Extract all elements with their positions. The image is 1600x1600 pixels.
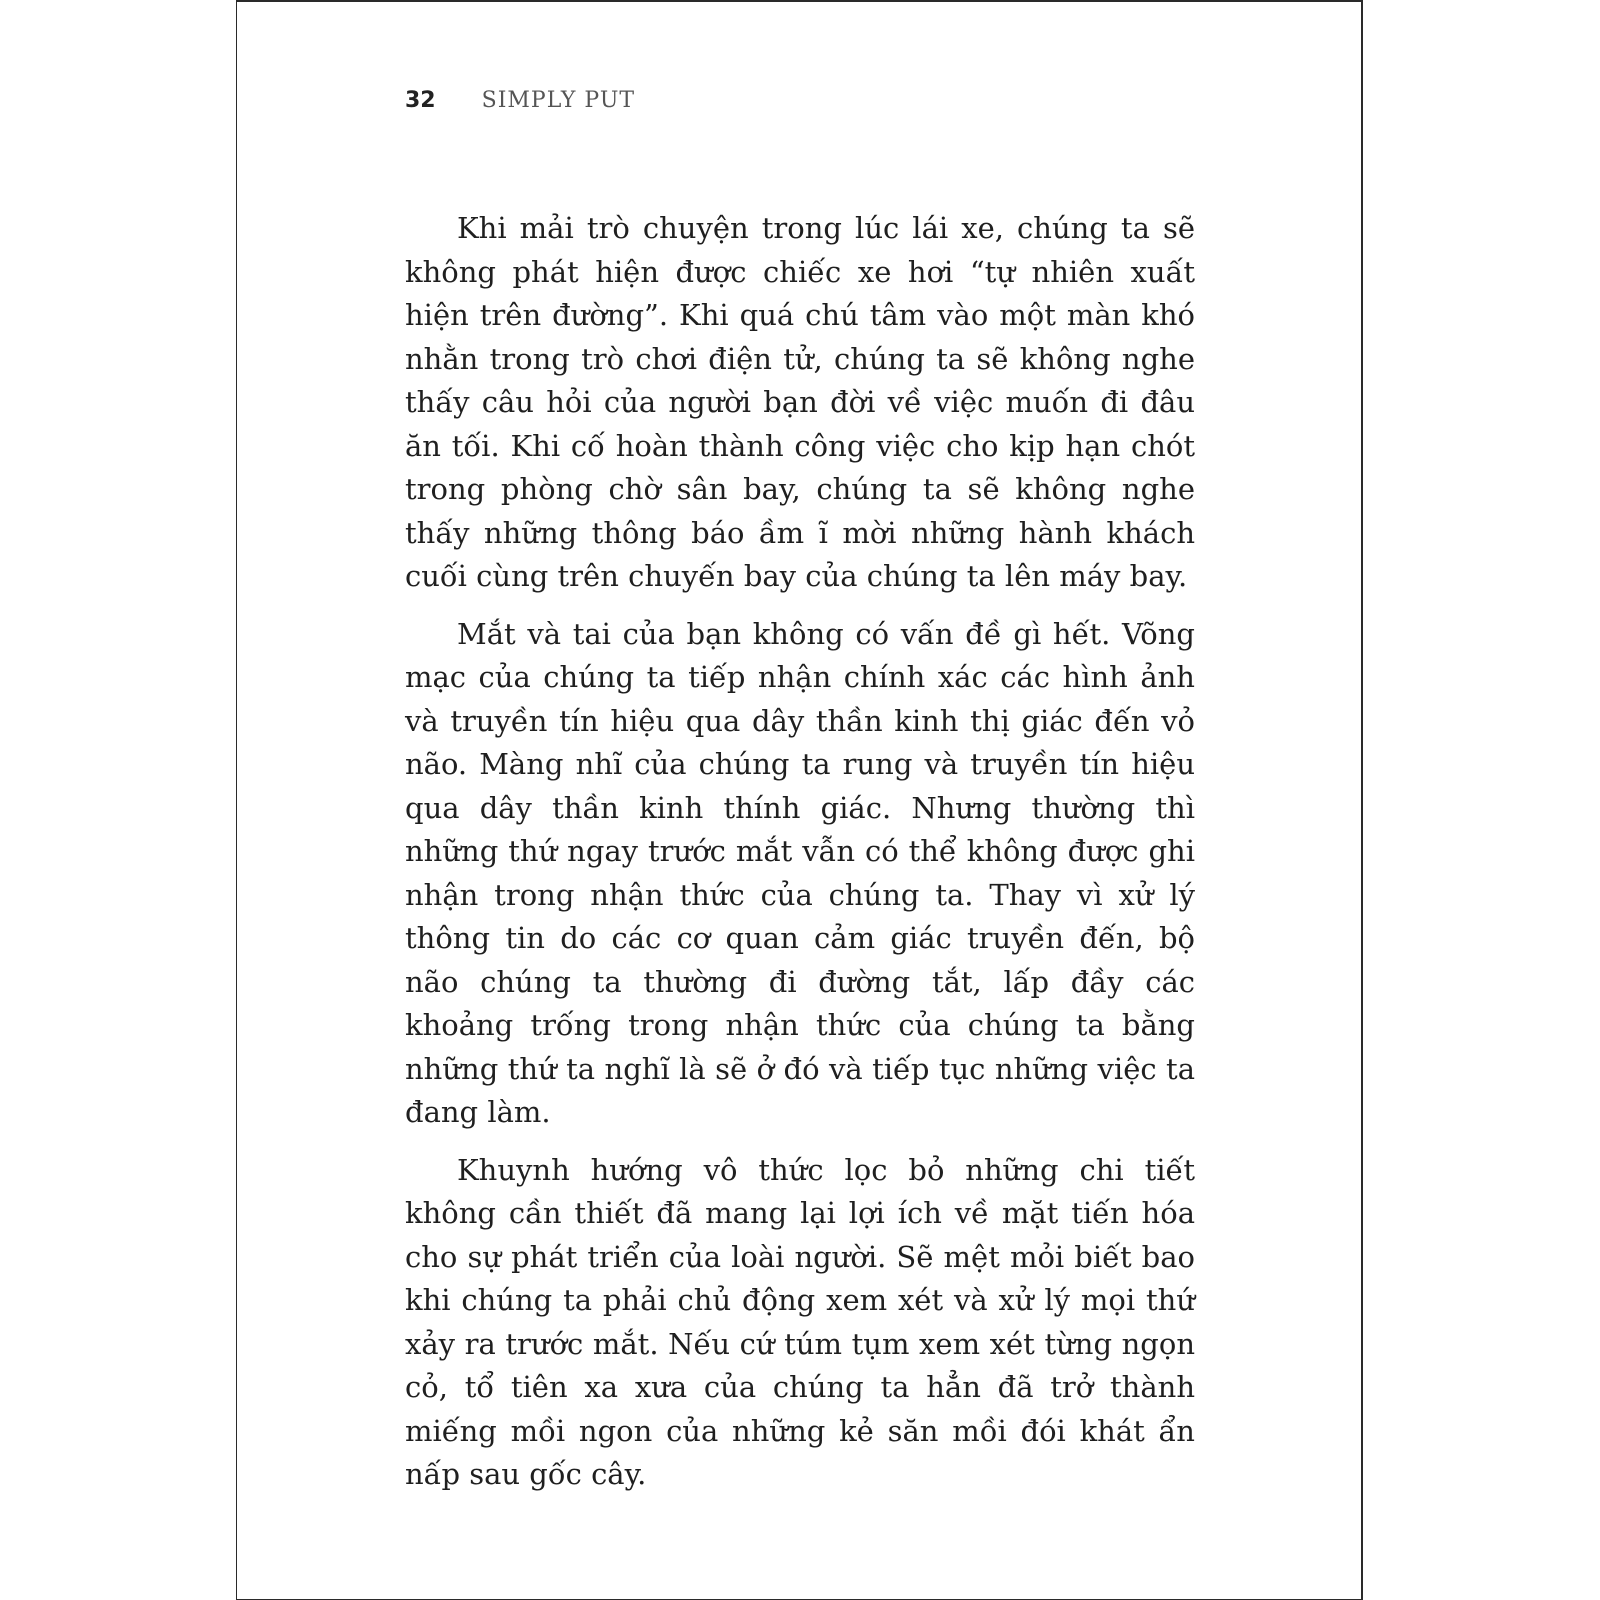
- paragraph: Khuynh hướng vô thức lọc bỏ những chi tiết không cần thiết đã mang lại lợi ích về mặt tiến hóa cho sự phát triển của loài người. Sẽ mệt mỏi biết bao khi chúng ta phải chủ động xem xét và xử lý mọi thứ xảy ra trước mắt. Nếu cứ túm tụm xem xét từng ngọn cỏ, tổ tiên xa xưa của chúng ta hẳn đã trở thành miếng mồi ngon của những kẻ săn mồi đói khát ẩn nấp sau gốc cây.: [405, 1152, 1195, 1491]
- book-page: [236, 0, 1363, 1600]
- paragraph: Mắt và tai của bạn không có vấn đề gì hết. Võng mạc của chúng ta tiếp nhận chính xác các hình ảnh và truyền tín hiệu qua dây thần kinh thị giác đến vỏ não. Màng nhĩ của chúng ta rung và truyền tín hiệu qua dây thần kinh thính giác. Nhưng thường thì những thứ ngay trước mắt vẫn có thể không được ghi nhận trong nhận thức của chúng ta. Thay vì xử lý thông tin do các cơ quan cảm giác truyền đến, bộ não chúng ta thường đi đường tắt, lấp đầy các khoảng trống trong nhận thức của chúng ta bằng những thứ ta nghĩ là sẽ ở đó và tiếp tục những việc ta đang làm.: [405, 616, 1195, 1129]
- running-title: SIMPLY PUT: [481, 88, 636, 113]
- page-number: 32: [405, 88, 436, 113]
- body-text: [405, 207, 1195, 1511]
- paragraph: Khi mải trò chuyện trong lúc lái xe, chúng ta sẽ không phát hiện được chiếc xe hơi “tự nhiên xuất hiện trên đường”. Khi quá chú tâm vào một màn khó nhằn trong trò chơi điện tử, chúng ta sẽ không nghe thấy câu hỏi của người bạn đời về việc muốn đi đâu ăn tối. Khi cố hoàn thành công việc cho kịp hạn chót trong phòng chờ sân bay, chúng ta sẽ không nghe thấy những thông báo ầm ĩ mời những hành khách cuối cùng trên chuyến bay của chúng ta lên máy bay.: [405, 211, 1195, 593]
- running-head: [405, 88, 635, 113]
